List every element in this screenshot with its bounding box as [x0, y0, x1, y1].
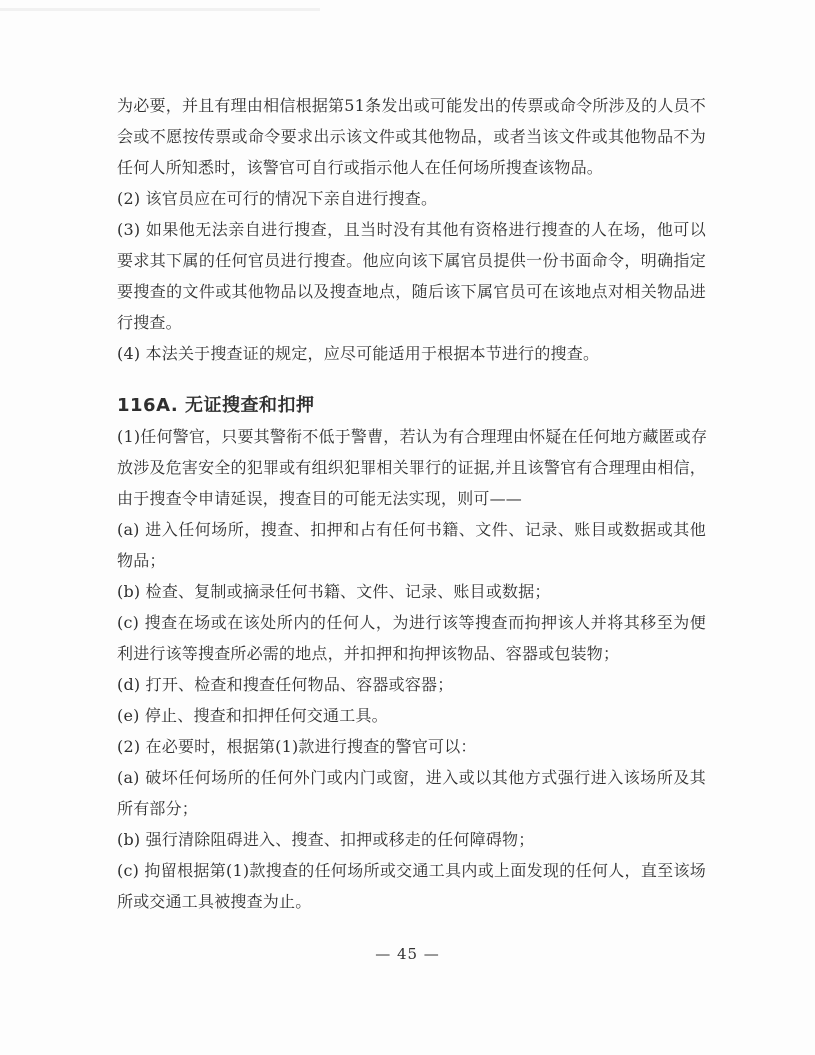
text-line: 行搜查。	[117, 313, 182, 332]
text-line: 所有部分；	[117, 799, 199, 818]
text-line: (a) 破坏任何场所的任何外门或内门或窗，进入或以其他方式强行进入该场所及其	[117, 768, 706, 787]
text-line: (3) 如果他无法亲自进行搜查，且当时没有其他有资格进行搜查的人在场，他可以	[117, 220, 706, 239]
document-text	[117, 0, 706, 917]
paragraph	[117, 183, 706, 214]
text-line: 会或不愿按传票或命令要求出示该文件或其他物品，或者当该文件或其他物品不为	[117, 127, 706, 146]
paragraph	[117, 576, 706, 607]
text-line: 物品；	[117, 551, 166, 570]
paragraph	[117, 90, 706, 183]
text-line: (d) 打开、检查和搜查任何物品、容器或容器；	[117, 675, 454, 694]
heading-line: 116A. 无证搜查和扣押	[117, 395, 315, 416]
text-line: (1)任何警官，只要其警衔不低于警曹，若认为有合理理由怀疑在任何地方藏匿或存	[117, 427, 708, 446]
text-line: 任何人所知悉时，该警官可自行或指示他人在任何场所搜查该物品。	[117, 158, 604, 177]
section-heading	[117, 390, 706, 421]
paragraph	[117, 421, 706, 514]
paragraph	[117, 824, 706, 855]
text-line: (b) 强行清除阻碍进入、搜查、扣押或移走的任何障碍物；	[117, 830, 535, 849]
text-line: (b) 检查、复制或摘录任何书籍、文件、记录、账目或数据；	[117, 582, 551, 601]
text-line: (c) 搜查在场或在该处所内的任何人，为进行该等搜查而拘押该人并将其移至为便	[117, 613, 706, 632]
paragraph	[117, 607, 706, 669]
text-line: (2) 该官员应在可行的情况下亲自进行搜查。	[117, 189, 438, 208]
text-line: 为必要，并且有理由相信根据第51条发出或可能发出的传票或命令所涉及的人员不	[117, 96, 706, 115]
text-line: 利进行该等搜查所必需的地点，并扣押和拘押该物品、容器或包装物；	[117, 644, 620, 663]
text-line: 要求其下属的任何官员进行搜查。他应向该下属官员提供一份书面命令，明确指定	[117, 251, 706, 270]
paragraph	[117, 731, 706, 762]
paragraph	[117, 669, 706, 700]
text-line: 所或交通工具被搜查为止。	[117, 892, 312, 911]
text-line: 由于搜查令申请延误，搜查目的可能无法实现，则可——	[117, 489, 523, 508]
text-line: (c) 拘留根据第(1)款搜查的任何场所或交通工具内或上面发现的任何人，直至该场	[117, 861, 706, 880]
text-line: (a) 进入任何场所，搜查、扣押和占有任何书籍、文件、记录、账目或数据或其他	[117, 520, 706, 539]
paragraph	[117, 700, 706, 731]
paragraph	[117, 762, 706, 824]
text-line: 放涉及危害安全的犯罪或有组织犯罪相关罪行的证据,并且该警官有合理理由相信，	[117, 458, 706, 477]
page-number: — 45 —	[375, 945, 440, 963]
paragraph	[117, 855, 706, 917]
text-line: (e) 停止、搜查和扣押任何交通工具。	[117, 706, 388, 725]
paragraph	[117, 214, 706, 338]
text-line: (2) 在必要时，根据第(1)款进行搜查的警官可以：	[117, 737, 477, 756]
text-line: 要搜查的文件或其他物品以及搜查地点，随后该下属官员可在该地点对相关物品进	[117, 282, 706, 301]
paragraph	[117, 338, 706, 369]
text-line: (4) 本法关于搜查证的规定，应尽可能适用于根据本节进行的搜查。	[117, 344, 600, 363]
paragraph	[117, 514, 706, 576]
